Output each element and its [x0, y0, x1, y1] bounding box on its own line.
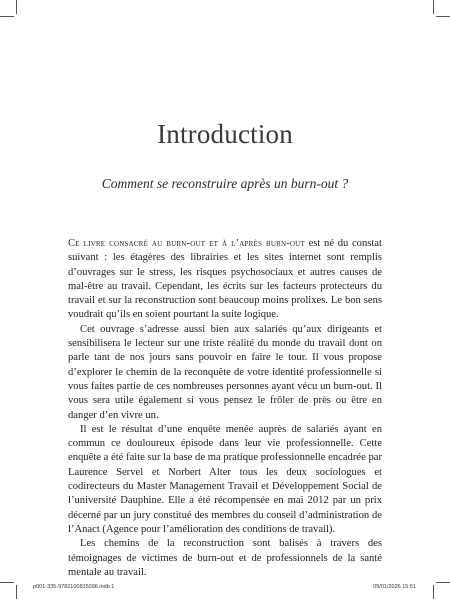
crop-mark-top-left	[16, 0, 17, 14]
paragraph-2: Cet ouvrage s’adresse aussi bien aux salariés qu’aux dirigeants et sensibilisera le lecteur sur une triste réalité du monde du travail dont on parle tant de nos jours sans pouvoir en faire le tour. Il vous propose d’explorer le chemin de la reconquête de votre identité professionnelle si vous faites partie de ces nombreuses personnes ayant vécu un burn-out. Il vous sera utile également si vous pensez le frôler de près ou être en danger d’en vivre un.	[68, 323, 382, 421]
paragraph-4: Les chemins de la reconstruction sont balisés à travers des témoignages de victimes de burn-out et de professionnels de la santé mentale au travail.	[68, 538, 382, 578]
page-title: Introduction	[157, 119, 293, 149]
footer-file-info: p001-335-9782100835096.indb 1	[33, 584, 115, 590]
crop-mark-left-bottom	[0, 582, 14, 583]
page-subtitle: Comment se reconstruire après un burn-out ?	[101, 176, 349, 191]
crop-mark-bottom-right	[433, 585, 434, 599]
body-text	[68, 237, 382, 580]
paragraph-1	[68, 237, 382, 323]
crop-mark-top-right	[433, 0, 434, 14]
crop-mark-right-top	[436, 16, 450, 17]
crop-mark-bottom-left	[16, 585, 17, 599]
paragraph-1-lead: Ce livre consacré au burn-out et à l’après burn-out	[68, 238, 305, 249]
crop-mark-left-top	[0, 16, 14, 17]
paragraph-3: Il est le résultat d’une enquête menée auprès de salariés ayant en commun ce douloureux épisode dans leur vie professionnelle. Cette enquête a été faite sur la base de ma pratique professionnelle encadrée par Laurence Servel et Norbert Alter tous les deux sociologues et codirecteurs du Master Management Travail et Développement Social de l’université Dauphine. Elle a été récompensée en mai 2012 par un prix décerné par un jury constitué des membres du conseil d’administration de l’Anact (Agence pour l’amélioration des conditions de travail).	[68, 423, 382, 535]
crop-mark-right-bottom	[436, 582, 450, 583]
footer-timestamp: 05/01/2026 15:51	[373, 584, 416, 590]
paragraph-1-rest: est né du constat suivant : les étagères des librairies et les sites internet sont remplis d’ouvrages sur le stress, les risques psychosociaux et autres causes de mal-être au travail. Cependant, les écrits sur les facteurs protecteurs du travail et sur la reconstruction sont beaucoup moins prolixes. Le bon sens voudrait qu’ils en soient pourtant la suite logique.	[68, 238, 382, 321]
